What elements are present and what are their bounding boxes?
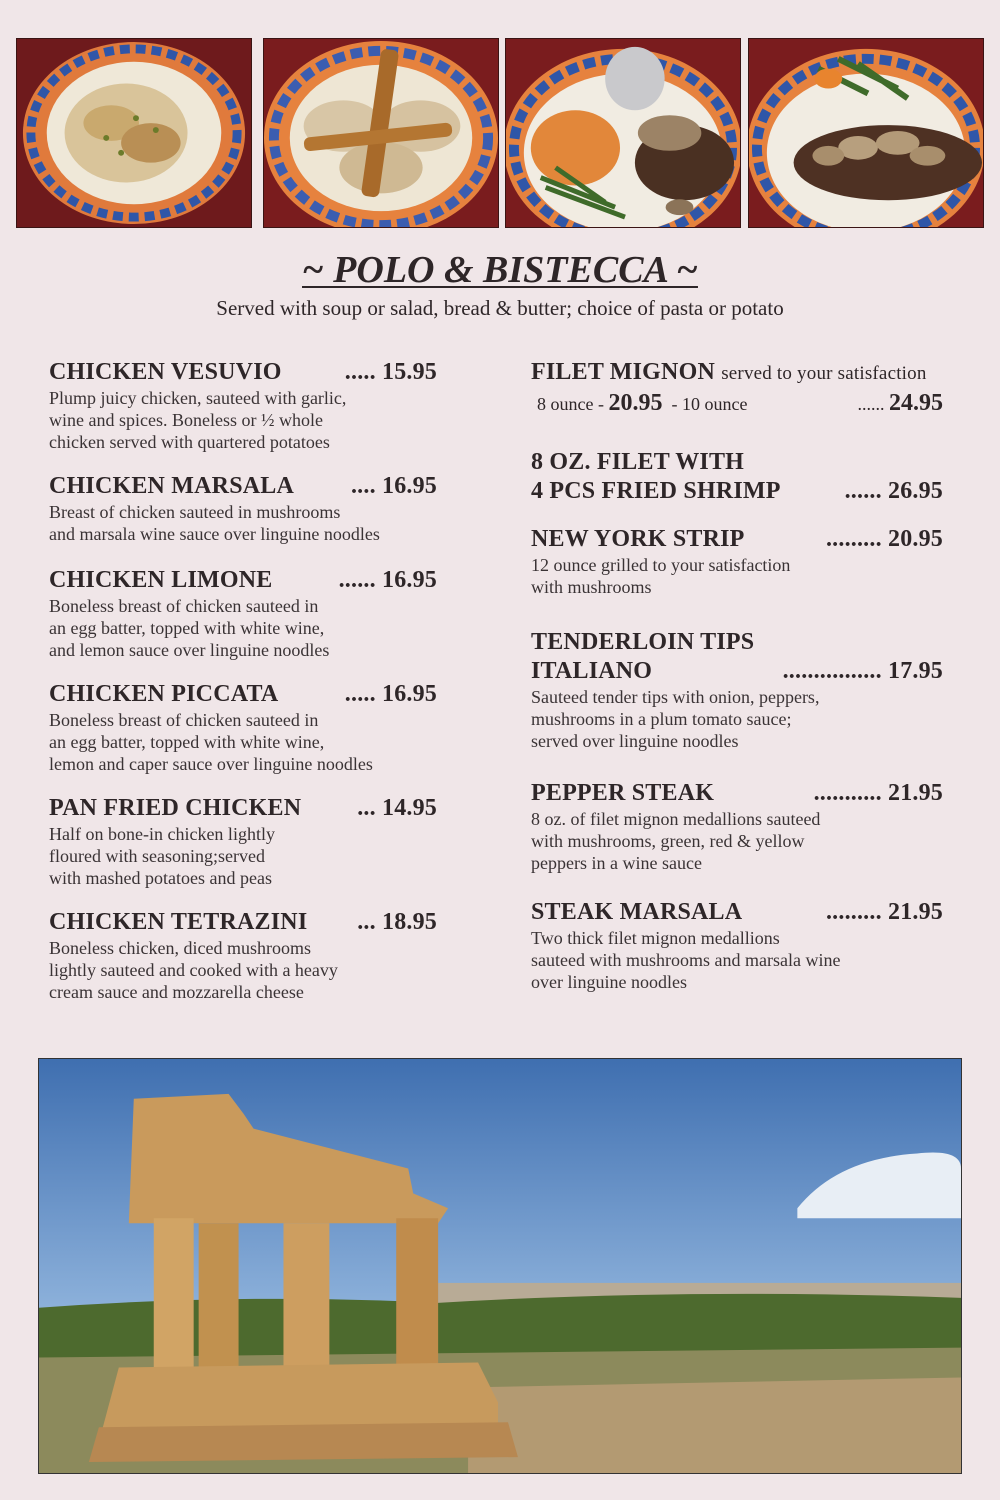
menu-item-chicken-vesuvio — [49, 358, 437, 453]
menu-item-new-york-strip — [531, 525, 943, 598]
leader-dots: .... — [350, 473, 376, 499]
item-name: CHICKEN PICCATA — [49, 681, 279, 707]
item-name: CHICKEN VESUVIO — [49, 359, 282, 385]
leader-dots: ... — [357, 795, 376, 821]
item-price: 16.95 — [382, 681, 437, 707]
size-option-8oz: 8 ounce — [537, 394, 594, 414]
item-name: CHICKEN MARSALA — [49, 473, 295, 499]
leader-dots: ................ — [782, 658, 882, 684]
item-name: CHICKEN TETRAZINI — [49, 909, 308, 935]
item-name: FILET MIGNON — [531, 359, 715, 385]
menu-section-subtitle: Served with soup or salad, bread & butter; choice of pasta or potato — [216, 296, 784, 320]
item-description: Sauteed tender tips with onion, peppers, mushrooms in a plum tomato sauce; served over linguine noodles — [531, 687, 820, 751]
leader-dots: ...... — [338, 567, 376, 593]
item-description: 12 ounce grilled to your satisfaction with mushrooms — [531, 555, 791, 597]
item-description: Boneless chicken, diced mushrooms lightly sauteed and cooked with a heavy cream sauce and mozzarella cheese — [49, 938, 338, 1002]
item-price: 21.95 — [888, 780, 943, 806]
item-description: Plump juicy chicken, sauteed with garlic, wine and spices. Boneless or ½ whole chicken served with quartered potatoes — [49, 388, 347, 452]
item-price-10oz: 24.95 — [889, 390, 943, 416]
new-york-strip-photo — [748, 38, 984, 228]
greek-temple-ruins-photo — [38, 1058, 962, 1474]
chicken-vesuvio-photo — [16, 38, 252, 228]
item-name-line1: TENDERLOIN TIPS — [531, 629, 755, 655]
menu-item-chicken-marsala — [49, 472, 437, 545]
item-price: 21.95 — [888, 899, 943, 925]
leader-dots: ......... — [825, 899, 882, 925]
item-description: Boneless breast of chicken sauteed in an egg batter, topped with white wine, lemon and caper sauce over linguine noodles — [49, 710, 373, 774]
menu-item-steak-marsala — [531, 898, 943, 993]
leader-dots: ......... — [825, 526, 882, 552]
item-price: 20.95 — [888, 526, 943, 552]
leader-dots: ...... — [857, 394, 885, 414]
item-name-line2: 4 PCS FRIED SHRIMP — [531, 478, 781, 504]
leader-dots: ........... — [813, 780, 882, 806]
menu-item-chicken-tetrazini — [49, 908, 437, 1003]
item-description: Two thick filet mignon medallions sauteed with mushrooms and marsala wine over linguine noodles — [531, 928, 841, 992]
menu-section-title: ~ POLO & BISTECCA ~ — [302, 249, 698, 291]
menu-item-chicken-piccata — [49, 680, 437, 775]
item-price: 15.95 — [382, 359, 437, 385]
item-price: 18.95 — [382, 909, 437, 935]
item-name: NEW YORK STRIP — [531, 526, 745, 552]
menu-item-chicken-limone — [49, 566, 437, 661]
size-option-10oz: 10 ounce — [681, 394, 748, 414]
menu-item-filet-mignon: FILET MIGNON served to your satisfaction 8 ounce - 20.95 - 10 ounce ...... 24.95 — [531, 359, 943, 416]
item-name-line1: 8 OZ. FILET WITH — [531, 449, 745, 475]
leader-dots: ...... — [844, 478, 882, 504]
item-description: Half on bone-in chicken lightly floured with seasoning;served with mashed potatoes and peas — [49, 824, 275, 888]
item-price: 26.95 — [888, 478, 943, 504]
item-description: Breast of chicken sauteed in mushrooms and marsala wine sauce over linguine noodles — [49, 502, 380, 544]
menu-item-pepper-steak — [531, 779, 943, 874]
item-price: 16.95 — [382, 473, 437, 499]
item-price-8oz: 20.95 — [608, 390, 663, 416]
leader-dots: ..... — [344, 681, 376, 707]
item-name-line2: ITALIANO — [531, 658, 653, 684]
item-name: CHICKEN LIMONE — [49, 567, 273, 593]
item-price: 17.95 — [888, 658, 943, 684]
leader-dots: ..... — [344, 359, 376, 385]
food-photo-strip — [16, 38, 984, 228]
item-name: STEAK MARSALA — [531, 899, 743, 925]
item-price: 16.95 — [382, 567, 437, 593]
menu-item-tenderloin-tips — [531, 628, 943, 752]
item-name: PEPPER STEAK — [531, 780, 715, 806]
item-price: 14.95 — [382, 795, 437, 821]
menu-item-pan-fried-chicken — [49, 794, 437, 889]
item-name: PAN FRIED CHICKEN — [49, 795, 302, 821]
filet-mignon-photo — [505, 38, 741, 228]
chicken-piccata-photo — [263, 38, 499, 228]
item-description: Boneless breast of chicken sauteed in an egg batter, topped with white wine, and lemon sauce over linguine noodles — [49, 596, 330, 660]
item-description: 8 oz. of filet mignon medallions sauteed with mushrooms, green, red & yellow peppers in a wine sauce — [531, 809, 821, 873]
item-note: served to your satisfaction — [721, 363, 927, 384]
leader-dots: ... — [357, 909, 376, 935]
menu-item-filet-with-shrimp — [531, 448, 943, 506]
